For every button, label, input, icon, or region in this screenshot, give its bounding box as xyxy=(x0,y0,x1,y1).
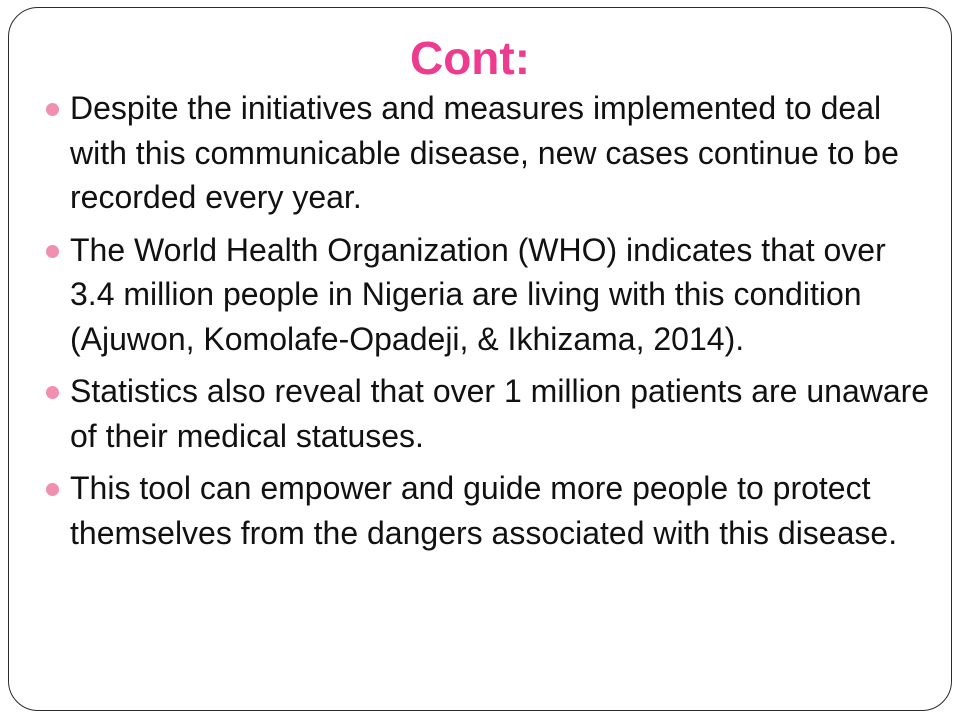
bullet-item xyxy=(44,228,934,362)
bullet-dot-icon xyxy=(46,103,59,116)
slide-title: Cont: xyxy=(409,32,531,84)
bullet-dot-icon xyxy=(46,386,59,399)
bullet-item xyxy=(44,369,934,458)
bullet-text: The World Health Organization (WHO) indicates that over 3.4 million people in Nigeria are living with this condition (Ajuwon, Komolafe-Opadeji, & Ikhizama, 2014). xyxy=(70,231,886,357)
bullet-item xyxy=(44,86,934,220)
bullet-dot-icon xyxy=(46,245,59,258)
bullet-text: Despite the initiatives and measures implemented to deal with this communicable disease, new cases continue to be recorded every year. xyxy=(70,90,899,215)
bullet-item xyxy=(44,466,934,555)
bullet-text: This tool can empower and guide more people to protect themselves from the dangers associated with this disease. xyxy=(70,470,898,551)
bullet-text: Statistics also reveal that over 1 million patients are unaware of their medical statuses. xyxy=(70,373,930,454)
bullet-list xyxy=(44,86,934,563)
bullet-dot-icon xyxy=(46,483,59,496)
